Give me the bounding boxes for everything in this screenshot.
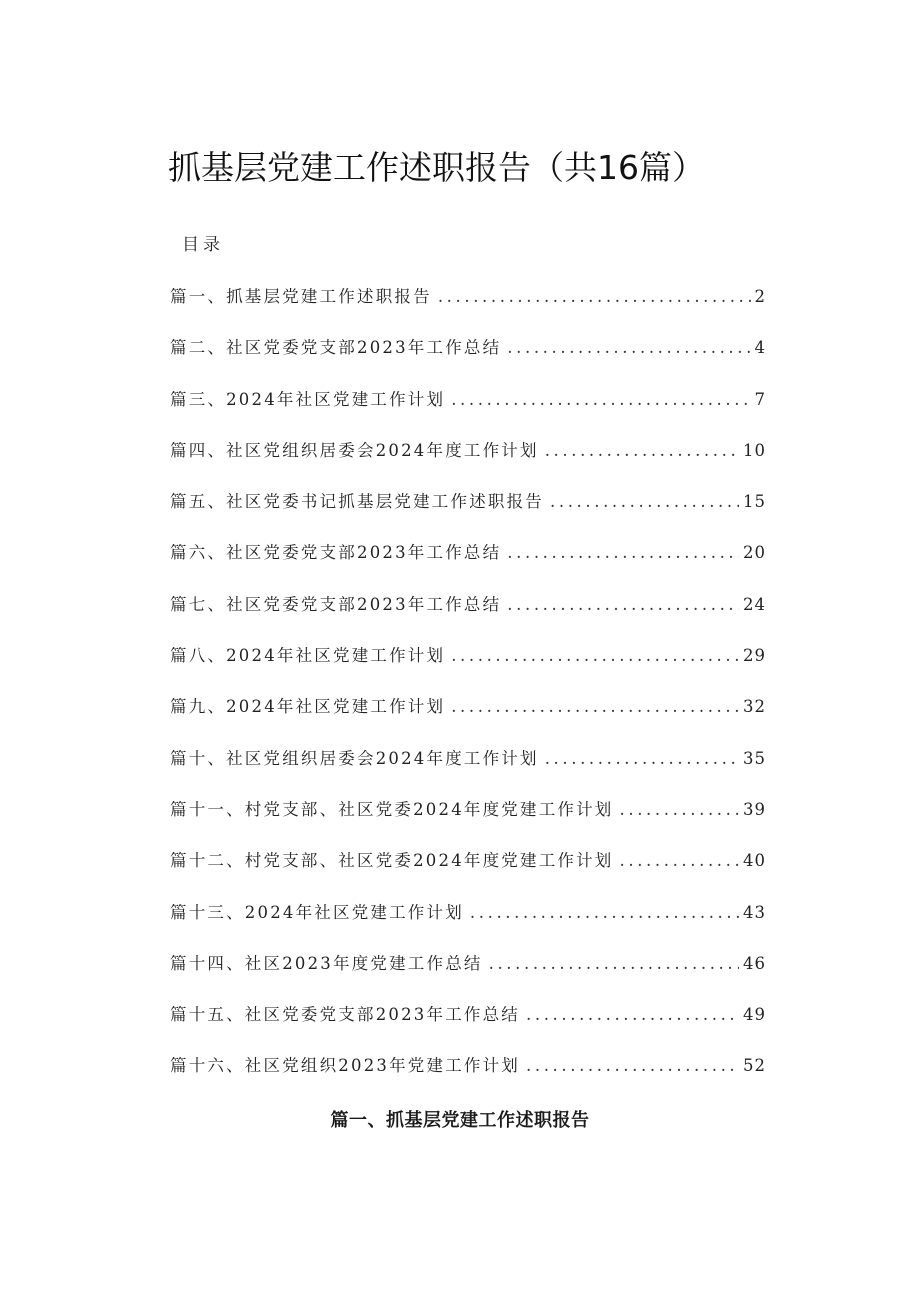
toc-entry-page: 35 [743, 748, 766, 768]
toc-entry-1[interactable] [170, 282, 766, 333]
toc-leader-dots [507, 333, 750, 363]
toc-leader-dots [451, 385, 750, 415]
toc-entry-5[interactable] [170, 487, 766, 538]
toc-entry-label: 篇八、2024年社区党建工作计划 [170, 646, 446, 666]
toc-leader-dots [451, 692, 739, 722]
toc-leader-dots [507, 538, 739, 568]
toc-entry-label: 篇四、社区党组织居委会2024年度工作计划 [170, 440, 539, 460]
toc-entry-page: 46 [743, 953, 766, 973]
toc-entry-page: 7 [754, 389, 766, 409]
toc-leader-dots [550, 487, 739, 517]
toc-entry-page: 29 [743, 646, 766, 666]
toc-entry-16[interactable] [170, 1051, 766, 1102]
toc-entry-7[interactable] [170, 590, 766, 641]
toc-entry-9[interactable] [170, 692, 766, 743]
toc-entry-4[interactable] [170, 436, 766, 487]
toc-entry-page: 15 [743, 492, 766, 512]
toc-entry-page: 2 [754, 287, 766, 306]
toc-entry-label: 篇九、2024年社区党建工作计划 [170, 697, 446, 717]
toc-entry-label: 篇十五、社区党委党支部2023年工作总结 [170, 1005, 520, 1025]
toc-entry-8[interactable] [170, 641, 766, 692]
toc-entry-label: 篇十、社区党组织居委会2024年度工作计划 [170, 748, 539, 768]
toc-entry-14[interactable] [170, 949, 766, 1000]
toc-leader-dots [545, 436, 739, 466]
toc-entry-2[interactable] [170, 333, 766, 384]
toc-entry-page: 52 [743, 1056, 766, 1076]
toc-entry-13[interactable] [170, 898, 766, 949]
toc-entry-label: 篇十三、2024年社区党建工作计划 [170, 902, 464, 922]
toc-leader-dots [507, 590, 739, 620]
toc-leader-dots [620, 846, 740, 876]
toc-leader-dots [451, 641, 739, 671]
toc-entry-page: 10 [743, 440, 766, 460]
toc-entry-12[interactable] [170, 846, 766, 897]
toc-entry-page: 32 [743, 697, 766, 717]
toc-leader-dots [526, 1000, 739, 1030]
toc-leader-dots [489, 949, 739, 979]
toc-entry-label: 篇十二、村党支部、社区党委2024年度党建工作计划 [170, 851, 614, 871]
toc-entry-page: 39 [743, 799, 766, 819]
toc-entry-15[interactable] [170, 1000, 766, 1051]
toc-leader-dots [470, 898, 739, 928]
toc-entry-label: 篇十六、社区党组织2023年党建工作计划 [170, 1056, 520, 1076]
toc-leader-dots [526, 1051, 739, 1081]
document-title: 抓基层党建工作述职报告（共16篇） [168, 148, 705, 187]
toc-entry-10[interactable] [170, 744, 766, 795]
toc-entry-label: 篇一、抓基层党建工作述职报告 [170, 287, 432, 306]
toc-entry-3[interactable] [170, 385, 766, 436]
toc-entry-label: 篇二、社区党委党支部2023年工作总结 [170, 338, 502, 358]
toc-entry-label: 篇三、2024年社区党建工作计划 [170, 389, 446, 409]
toc-entry-page: 4 [754, 338, 766, 358]
toc-entry-label: 篇六、社区党委党支部2023年工作总结 [170, 543, 502, 563]
toc-entry-6[interactable] [170, 538, 766, 589]
toc-leader-dots [438, 282, 751, 312]
toc-entry-label: 篇十一、村党支部、社区党委2024年度党建工作计划 [170, 799, 614, 819]
toc-entry-page: 43 [743, 902, 766, 922]
toc-heading: 目录 [182, 235, 224, 255]
toc-entry-label: 篇七、社区党委党支部2023年工作总结 [170, 594, 502, 614]
toc-entry-page: 20 [743, 543, 766, 563]
toc-entry-label: 篇五、社区党委书记抓基层党建工作述职报告 [170, 492, 544, 512]
table-of-contents [170, 282, 766, 1103]
section-title: 篇一、抓基层党建工作述职报告 [330, 1110, 590, 1131]
toc-entry-page: 24 [743, 594, 766, 614]
toc-leader-dots [620, 795, 740, 825]
toc-entry-page: 49 [743, 1005, 766, 1025]
toc-entry-page: 40 [743, 851, 766, 871]
toc-entry-11[interactable] [170, 795, 766, 846]
toc-entry-label: 篇十四、社区2023年度党建工作总结 [170, 953, 483, 973]
toc-leader-dots [545, 744, 739, 774]
